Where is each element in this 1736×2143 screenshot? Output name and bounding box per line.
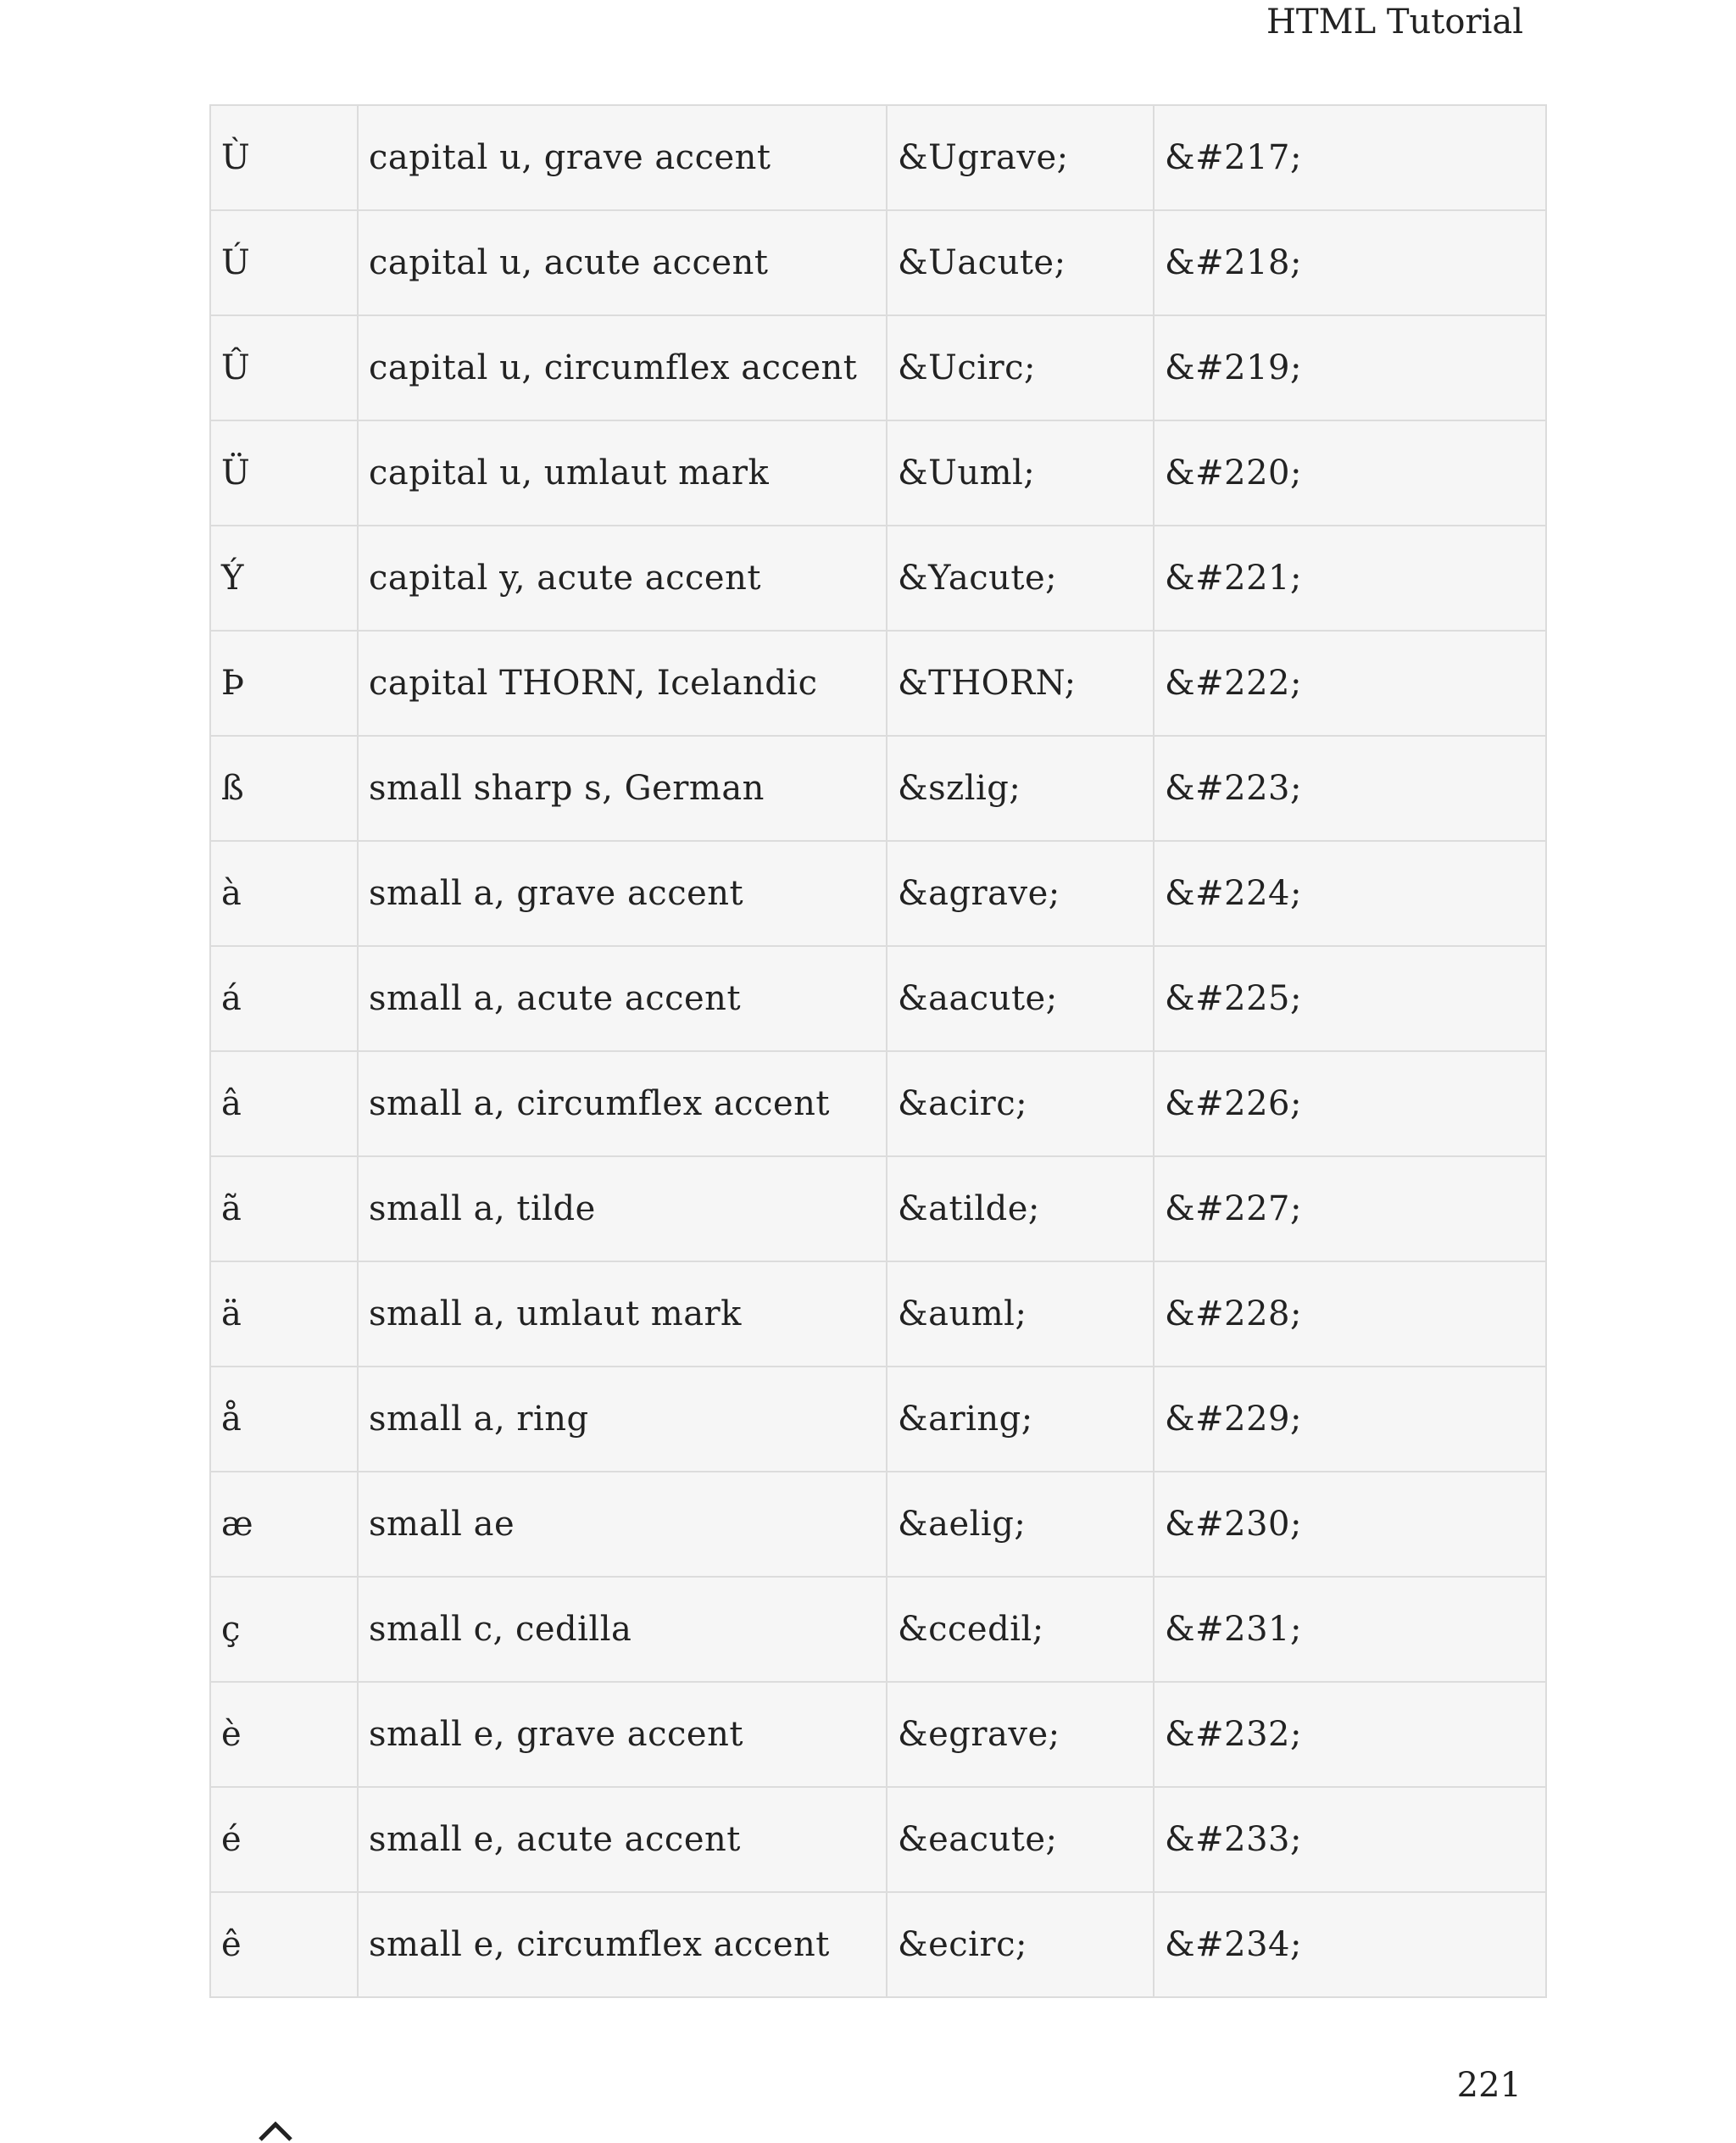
table-row xyxy=(210,946,1546,1051)
entity-character: Þ xyxy=(210,631,358,736)
entity-description: capital u, circumflex accent xyxy=(358,315,887,420)
table-row xyxy=(210,105,1546,210)
table-row xyxy=(210,841,1546,946)
entity-description: small a, tilde xyxy=(358,1156,887,1261)
table-row xyxy=(210,1367,1546,1472)
table-row xyxy=(210,1472,1546,1577)
entity-description: small a, circumflex accent xyxy=(358,1051,887,1156)
entity-number: &#217; xyxy=(1154,105,1546,210)
entity-name: &auml; xyxy=(887,1261,1154,1367)
entity-name: &aelig; xyxy=(887,1472,1154,1577)
page-number: 221 xyxy=(1456,2066,1522,2105)
entity-character: ç xyxy=(210,1577,358,1682)
entity-name: &atilde; xyxy=(887,1156,1154,1261)
entity-number: &#226; xyxy=(1154,1051,1546,1156)
entity-character: Ú xyxy=(210,210,358,315)
entity-character: ã xyxy=(210,1156,358,1261)
table-row xyxy=(210,1261,1546,1367)
html-entity-table xyxy=(209,104,1547,1998)
table-row xyxy=(210,736,1546,841)
entity-character: ê xyxy=(210,1892,358,1997)
entity-number: &#228; xyxy=(1154,1261,1546,1367)
table-row xyxy=(210,420,1546,526)
entity-name: &eacute; xyxy=(887,1787,1154,1892)
entity-number: &#232; xyxy=(1154,1682,1546,1787)
table-row xyxy=(210,1051,1546,1156)
entity-description: small e, circumflex accent xyxy=(358,1892,887,1997)
table-row xyxy=(210,210,1546,315)
entity-character: é xyxy=(210,1787,358,1892)
entity-name: &szlig; xyxy=(887,736,1154,841)
entity-name: &agrave; xyxy=(887,841,1154,946)
entity-number: &#223; xyxy=(1154,736,1546,841)
table-row xyxy=(210,526,1546,631)
entity-description: small sharp s, German xyxy=(358,736,887,841)
entity-number: &#224; xyxy=(1154,841,1546,946)
entity-description: small e, acute accent xyxy=(358,1787,887,1892)
entity-name: &Yacute; xyxy=(887,526,1154,631)
entity-name: &aacute; xyxy=(887,946,1154,1051)
chevron-up-icon[interactable] xyxy=(257,2118,294,2143)
entity-name: &acirc; xyxy=(887,1051,1154,1156)
entity-description: capital THORN, Icelandic xyxy=(358,631,887,736)
entity-name: &aring; xyxy=(887,1367,1154,1472)
entity-number: &#230; xyxy=(1154,1472,1546,1577)
entity-number: &#219; xyxy=(1154,315,1546,420)
entity-description: small a, acute accent xyxy=(358,946,887,1051)
entity-number: &#231; xyxy=(1154,1577,1546,1682)
entity-name: &THORN; xyxy=(887,631,1154,736)
entity-character: Ü xyxy=(210,420,358,526)
table-row xyxy=(210,1682,1546,1787)
table-row xyxy=(210,315,1546,420)
entity-description: small a, umlaut mark xyxy=(358,1261,887,1367)
entity-description: small a, grave accent xyxy=(358,841,887,946)
entity-character: ä xyxy=(210,1261,358,1367)
entity-description: capital u, grave accent xyxy=(358,105,887,210)
entity-number: &#218; xyxy=(1154,210,1546,315)
entity-number: &#221; xyxy=(1154,526,1546,631)
entity-table-body xyxy=(210,105,1546,1997)
entity-character: æ xyxy=(210,1472,358,1577)
entity-character: Ù xyxy=(210,105,358,210)
table-row xyxy=(210,1577,1546,1682)
entity-number: &#222; xyxy=(1154,631,1546,736)
entity-number: &#234; xyxy=(1154,1892,1546,1997)
entity-character: Ý xyxy=(210,526,358,631)
table-row xyxy=(210,1787,1546,1892)
entity-number: &#227; xyxy=(1154,1156,1546,1261)
entity-description: capital u, acute accent xyxy=(358,210,887,315)
entity-character: á xyxy=(210,946,358,1051)
entity-description: small e, grave accent xyxy=(358,1682,887,1787)
entity-name: &Uacute; xyxy=(887,210,1154,315)
entity-description: capital y, acute accent xyxy=(358,526,887,631)
entity-description: small ae xyxy=(358,1472,887,1577)
entity-character: Û xyxy=(210,315,358,420)
entity-description: small c, cedilla xyxy=(358,1577,887,1682)
table-row xyxy=(210,631,1546,736)
entity-character: â xyxy=(210,1051,358,1156)
entity-character: à xyxy=(210,841,358,946)
entity-name: &Ugrave; xyxy=(887,105,1154,210)
entity-character: å xyxy=(210,1367,358,1472)
entity-name: &ecirc; xyxy=(887,1892,1154,1997)
entity-number: &#220; xyxy=(1154,420,1546,526)
entity-character: è xyxy=(210,1682,358,1787)
entity-number: &#229; xyxy=(1154,1367,1546,1472)
entity-description: small a, ring xyxy=(358,1367,887,1472)
entity-name: &Uuml; xyxy=(887,420,1154,526)
entity-name: &ccedil; xyxy=(887,1577,1154,1682)
entity-name: &egrave; xyxy=(887,1682,1154,1787)
table-row xyxy=(210,1156,1546,1261)
running-header-title: HTML Tutorial xyxy=(1266,3,1523,42)
entity-number: &#225; xyxy=(1154,946,1546,1051)
entity-character: ß xyxy=(210,736,358,841)
table-row xyxy=(210,1892,1546,1997)
entity-number: &#233; xyxy=(1154,1787,1546,1892)
entity-name: &Ucirc; xyxy=(887,315,1154,420)
entity-description: capital u, umlaut mark xyxy=(358,420,887,526)
